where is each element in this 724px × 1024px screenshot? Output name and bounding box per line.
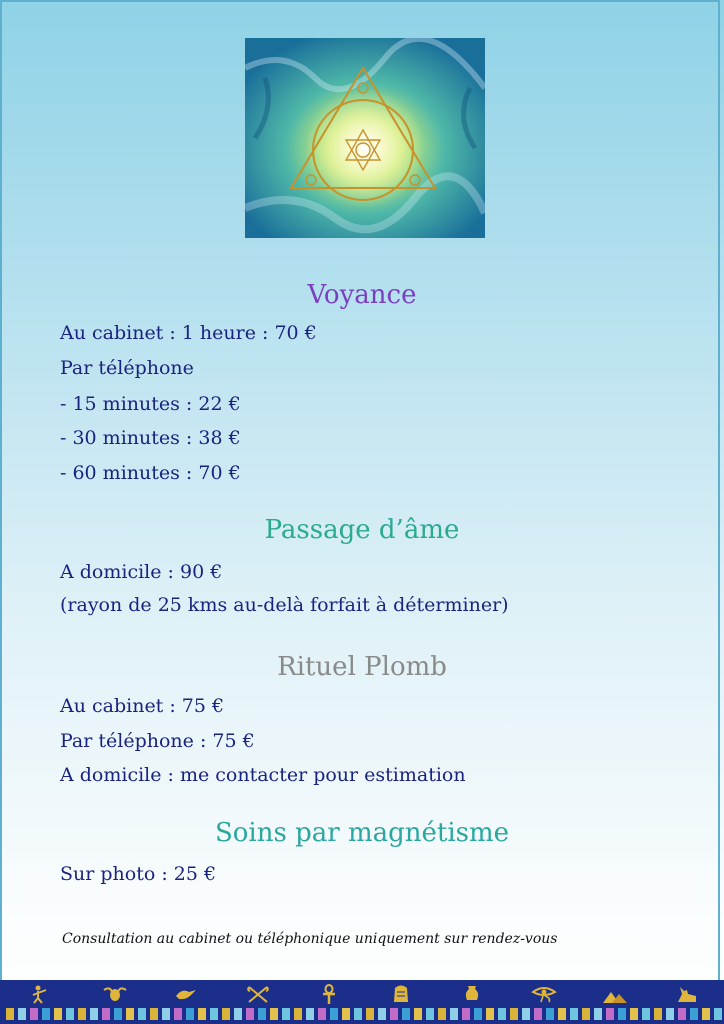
- footer-tile: [570, 1008, 578, 1020]
- footer-tile: [510, 1008, 518, 1020]
- price-line: Sur photo : 25 €: [60, 863, 217, 885]
- price-line: Par téléphone: [60, 357, 194, 379]
- footer-tile: [270, 1008, 278, 1020]
- footer-tile: [714, 1008, 722, 1020]
- footer-tile: [678, 1008, 686, 1020]
- footer-tile: [138, 1008, 146, 1020]
- footer-tile: [294, 1008, 302, 1020]
- footer-tile: [522, 1008, 530, 1020]
- footer-tile: [330, 1008, 338, 1020]
- section-title-soins-magnetisme: Soins par magnétisme: [214, 818, 510, 848]
- footer-tile: [654, 1008, 662, 1020]
- footer-tile: [258, 1008, 266, 1020]
- price-line: Au cabinet : 75 €: [60, 695, 225, 717]
- footer-tile: [222, 1008, 230, 1020]
- footer-tile: [462, 1008, 470, 1020]
- section-title-voyance: Voyance: [307, 280, 417, 310]
- footer-tile: [630, 1008, 638, 1020]
- footer-icon-row: [30, 984, 700, 1004]
- footer-tile: [402, 1008, 410, 1020]
- footer-tile: [306, 1008, 314, 1020]
- footer-tile: [702, 1008, 710, 1020]
- footer-tile: [450, 1008, 458, 1020]
- footer-tile: [486, 1008, 494, 1020]
- footer-tile: [6, 1008, 14, 1020]
- footer-tile: [174, 1008, 182, 1020]
- footer-tile: [354, 1008, 362, 1020]
- footer-tile: [366, 1008, 374, 1020]
- price-line: (rayon de 25 kms au-delà forfait à déterminer): [60, 594, 509, 616]
- price-line: - 30 minutes : 38 €: [60, 427, 241, 449]
- appointment-note: Consultation au cabinet ou téléphonique uniquement sur rendez-vous: [62, 931, 558, 947]
- footer-tile: [162, 1008, 170, 1020]
- footer-tile: [474, 1008, 482, 1020]
- price-line: Au cabinet : 1 heure : 70 €: [60, 322, 317, 344]
- vase-icon: [459, 984, 485, 1004]
- footer-tile: [114, 1008, 122, 1020]
- footer-tile: [438, 1008, 446, 1020]
- crossed-crooks-icon: [245, 984, 271, 1004]
- footer-tile: [582, 1008, 590, 1020]
- footer-tile: [690, 1008, 698, 1020]
- section-title-rituel-plomb: Rituel Plomb: [277, 652, 447, 682]
- price-line: A domicile : 90 €: [60, 561, 223, 583]
- price-line: A domicile : me contacter pour estimation: [60, 764, 466, 786]
- footer-tile: [666, 1008, 674, 1020]
- footer-tile: [102, 1008, 110, 1020]
- price-line: - 15 minutes : 22 €: [60, 393, 241, 415]
- pharaoh-head-icon: [388, 984, 414, 1004]
- footer-tile: [186, 1008, 194, 1020]
- footer-tile: [342, 1008, 350, 1020]
- footer-tile: [66, 1008, 74, 1020]
- footer-tile: [150, 1008, 158, 1020]
- ankh-icon: [316, 984, 342, 1004]
- footer-tile: [210, 1008, 218, 1020]
- footer-tile: [534, 1008, 542, 1020]
- footer-tile: [198, 1008, 206, 1020]
- footer-tile: [594, 1008, 602, 1020]
- footer-tile: [126, 1008, 134, 1020]
- price-line: - 60 minutes : 70 €: [60, 462, 241, 484]
- footer-tile: [282, 1008, 290, 1020]
- sacred-geometry-image: [245, 38, 485, 238]
- footer-tile: [318, 1008, 326, 1020]
- footer-tile: [54, 1008, 62, 1020]
- footer-tile: [426, 1008, 434, 1020]
- jackal-icon: [674, 984, 700, 1004]
- footer-tile: [18, 1008, 26, 1020]
- footer-tile: [546, 1008, 554, 1020]
- footer-tile: [414, 1008, 422, 1020]
- hieroglyph-figure-icon: [30, 984, 56, 1004]
- footer-tile-row: [0, 1008, 724, 1020]
- footer-tile: [42, 1008, 50, 1020]
- footer-tile: [234, 1008, 242, 1020]
- footer-tile: [78, 1008, 86, 1020]
- eye-of-horus-icon: [531, 984, 557, 1004]
- footer-tile: [390, 1008, 398, 1020]
- footer-tile: [246, 1008, 254, 1020]
- footer-tile: [558, 1008, 566, 1020]
- scarab-icon: [102, 984, 128, 1004]
- footer-tile: [90, 1008, 98, 1020]
- bird-icon: [173, 984, 199, 1004]
- footer-tile: [498, 1008, 506, 1020]
- footer-tile: [30, 1008, 38, 1020]
- egyptian-footer-band: [0, 980, 724, 1024]
- footer-tile: [618, 1008, 626, 1020]
- footer-tile: [606, 1008, 614, 1020]
- footer-tile: [378, 1008, 386, 1020]
- pyramids-icon: [602, 984, 628, 1004]
- section-title-passage-dame: Passage d’âme: [264, 515, 460, 545]
- footer-tile: [642, 1008, 650, 1020]
- price-line: Par téléphone : 75 €: [60, 730, 255, 752]
